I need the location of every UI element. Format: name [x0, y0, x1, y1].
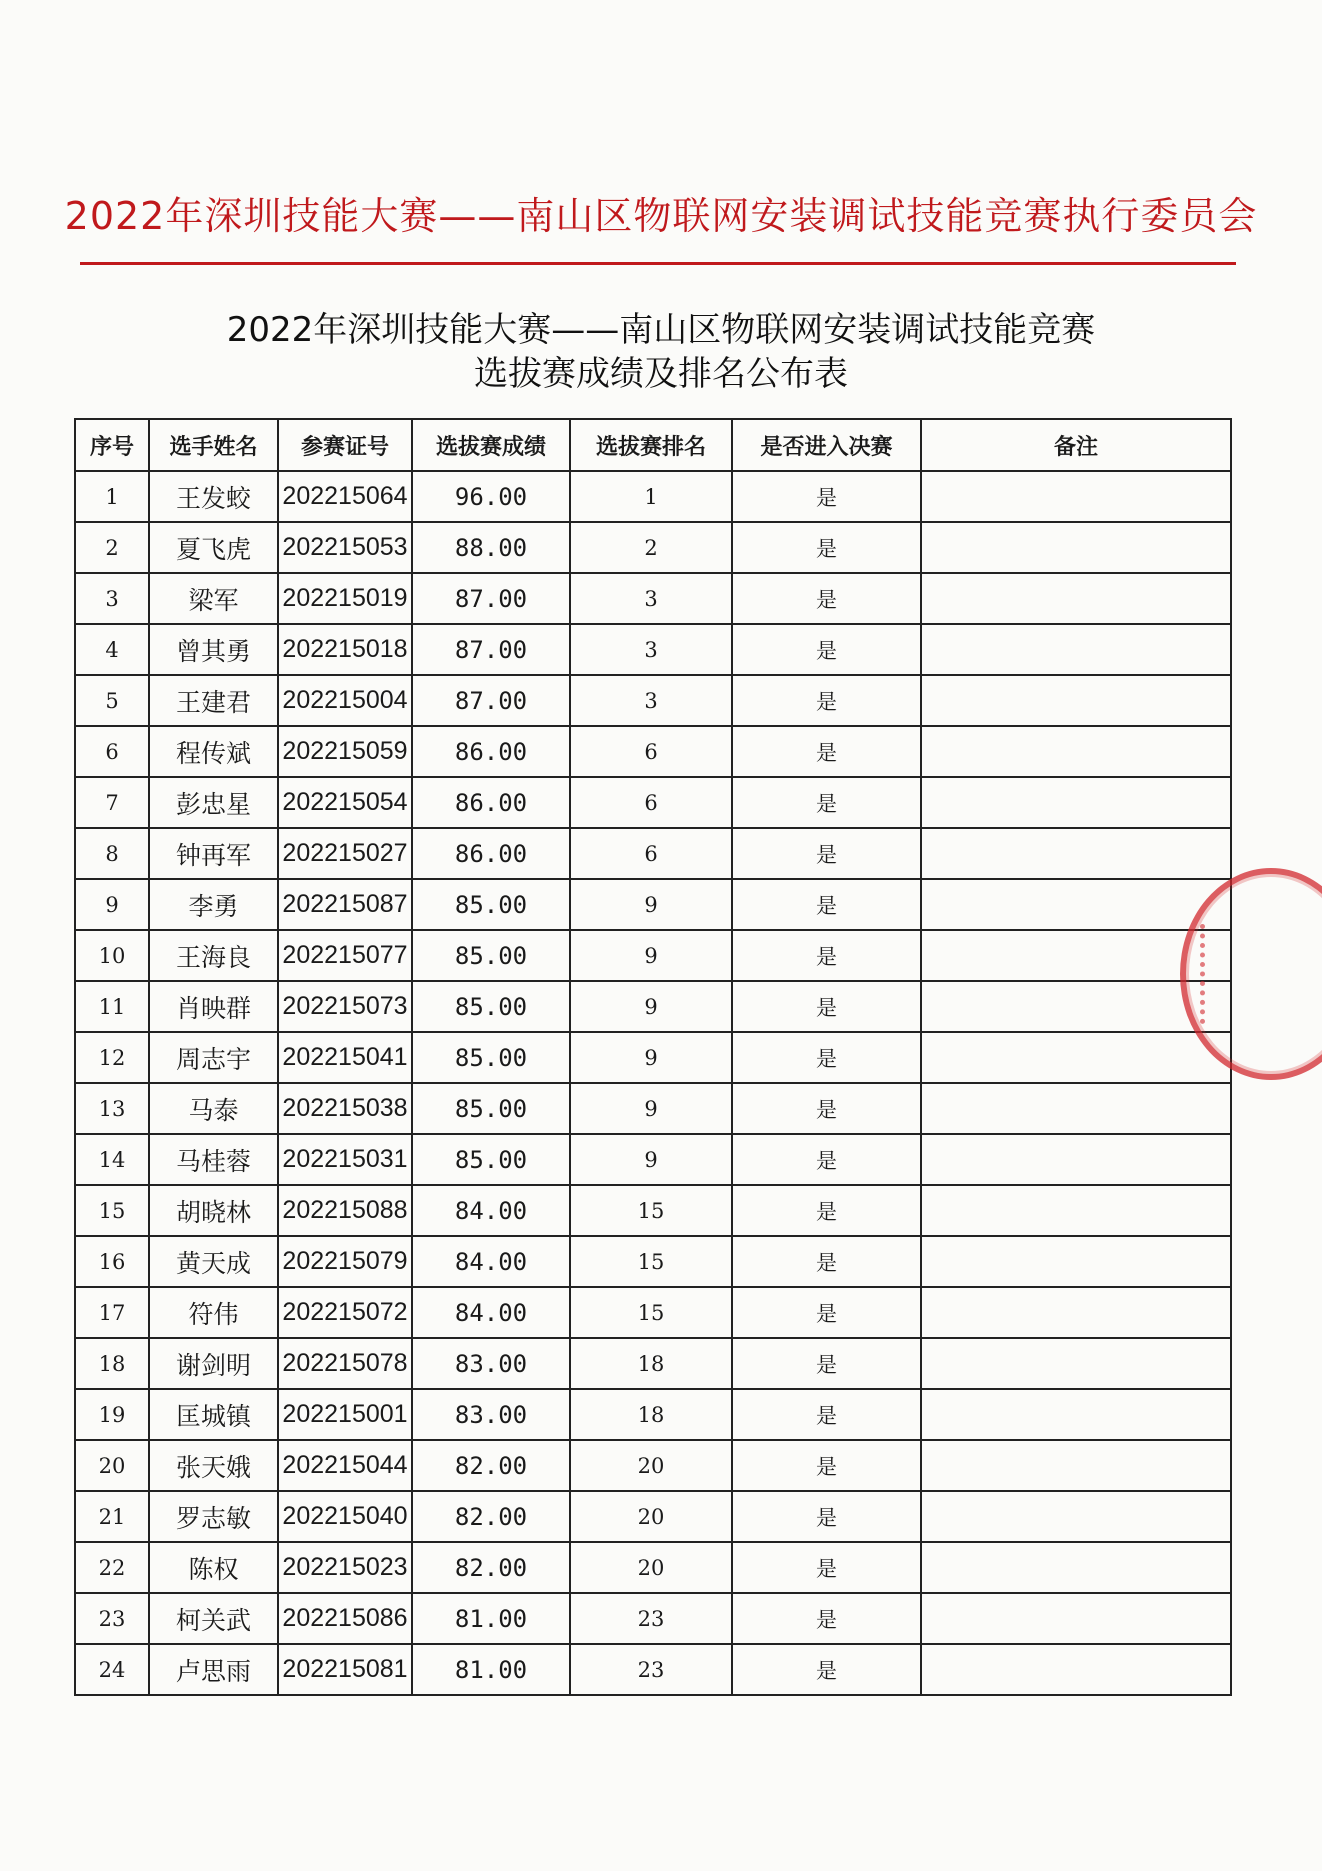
- cell-rank: 9: [570, 981, 732, 1032]
- cell-cert-id: 202215038: [278, 1083, 412, 1134]
- table-row: [75, 828, 1231, 879]
- cell-index: 10: [75, 930, 149, 981]
- table-row: [75, 879, 1231, 930]
- cell-remarks: [921, 879, 1231, 930]
- cell-finalist: 是: [732, 828, 921, 879]
- cell-remarks: [921, 777, 1231, 828]
- cell-finalist: 是: [732, 471, 921, 522]
- cell-score: 81.00: [412, 1593, 570, 1644]
- table-row: [75, 930, 1231, 981]
- cell-rank: 20: [570, 1542, 732, 1593]
- cell-rank: 6: [570, 726, 732, 777]
- cell-index: 15: [75, 1185, 149, 1236]
- cell-score: 96.00: [412, 471, 570, 522]
- cell-rank: 15: [570, 1185, 732, 1236]
- cell-index: 20: [75, 1440, 149, 1491]
- cell-rank: 18: [570, 1338, 732, 1389]
- table-row: [75, 726, 1231, 777]
- cell-score: 82.00: [412, 1542, 570, 1593]
- cell-index: 17: [75, 1287, 149, 1338]
- table-row: [75, 1389, 1231, 1440]
- cell-remarks: [921, 675, 1231, 726]
- cell-finalist: 是: [732, 726, 921, 777]
- table-row: [75, 1287, 1231, 1338]
- cell-score: 83.00: [412, 1389, 570, 1440]
- table-row: [75, 1134, 1231, 1185]
- cell-score: 86.00: [412, 777, 570, 828]
- cell-name: 王发蛟: [149, 471, 278, 522]
- cell-finalist: 是: [732, 1440, 921, 1491]
- cell-cert-id: 202215077: [278, 930, 412, 981]
- cell-index: 14: [75, 1134, 149, 1185]
- cell-score: 88.00: [412, 522, 570, 573]
- cell-name: 周志宇: [149, 1032, 278, 1083]
- cell-index: 21: [75, 1491, 149, 1542]
- cell-remarks: [921, 624, 1231, 675]
- cell-score: 85.00: [412, 879, 570, 930]
- table-row: [75, 1032, 1231, 1083]
- cell-finalist: 是: [732, 1389, 921, 1440]
- cell-name: 匡城镇: [149, 1389, 278, 1440]
- cell-index: 24: [75, 1644, 149, 1695]
- cell-remarks: [921, 1236, 1231, 1287]
- cell-cert-id: 202215041: [278, 1032, 412, 1083]
- cell-remarks: [921, 726, 1231, 777]
- cell-rank: 23: [570, 1644, 732, 1695]
- cell-remarks: [921, 1542, 1231, 1593]
- cell-remarks: [921, 522, 1231, 573]
- cell-index: 4: [75, 624, 149, 675]
- cell-remarks: [921, 1083, 1231, 1134]
- cell-cert-id: 202215044: [278, 1440, 412, 1491]
- cell-finalist: 是: [732, 1593, 921, 1644]
- table-row: [75, 1185, 1231, 1236]
- cell-remarks: [921, 471, 1231, 522]
- cell-score: 86.00: [412, 828, 570, 879]
- cell-finalist: 是: [732, 1032, 921, 1083]
- col-header-name: 选手姓名: [149, 419, 278, 471]
- cell-score: 86.00: [412, 726, 570, 777]
- cell-cert-id: 202215018: [278, 624, 412, 675]
- cell-cert-id: 202215023: [278, 1542, 412, 1593]
- cell-remarks: [921, 1185, 1231, 1236]
- cell-index: 22: [75, 1542, 149, 1593]
- cell-rank: 3: [570, 573, 732, 624]
- doc-title-line2: 选拔赛成绩及排名公布表: [474, 354, 848, 394]
- cell-rank: 3: [570, 624, 732, 675]
- cell-name: 张天娥: [149, 1440, 278, 1491]
- table-row: [75, 981, 1231, 1032]
- cell-name: 肖映群: [149, 981, 278, 1032]
- col-header-remarks: 备注: [921, 419, 1231, 471]
- table-row: [75, 1440, 1231, 1491]
- cell-rank: 6: [570, 777, 732, 828]
- col-header-rank: 选拔赛排名: [570, 419, 732, 471]
- table-row: [75, 1491, 1231, 1542]
- cell-score: 82.00: [412, 1491, 570, 1542]
- cell-cert-id: 202215059: [278, 726, 412, 777]
- cell-rank: 15: [570, 1236, 732, 1287]
- cell-finalist: 是: [732, 981, 921, 1032]
- cell-name: 彭忠星: [149, 777, 278, 828]
- cell-rank: 15: [570, 1287, 732, 1338]
- cell-name: 卢思雨: [149, 1644, 278, 1695]
- cell-name: 梁军: [149, 573, 278, 624]
- cell-cert-id: 202215078: [278, 1338, 412, 1389]
- cell-finalist: 是: [732, 1542, 921, 1593]
- cell-cert-id: 202215087: [278, 879, 412, 930]
- col-header-index: 序号: [75, 419, 149, 471]
- cell-rank: 20: [570, 1491, 732, 1542]
- col-header-cert-id: 参赛证号: [278, 419, 412, 471]
- table-row: [75, 1593, 1231, 1644]
- cell-rank: 20: [570, 1440, 732, 1491]
- table-row: [75, 624, 1231, 675]
- cell-remarks: [921, 1593, 1231, 1644]
- cell-index: 8: [75, 828, 149, 879]
- cell-rank: 9: [570, 879, 732, 930]
- cell-finalist: 是: [732, 777, 921, 828]
- doc-title-line1: 2022年深圳技能大赛——南山区物联网安装调试技能竞赛: [226, 310, 1096, 350]
- cell-index: 6: [75, 726, 149, 777]
- cell-index: 5: [75, 675, 149, 726]
- cell-remarks: [921, 573, 1231, 624]
- cell-index: 13: [75, 1083, 149, 1134]
- table-row: [75, 1338, 1231, 1389]
- cell-score: 83.00: [412, 1338, 570, 1389]
- cell-rank: 9: [570, 1032, 732, 1083]
- cell-remarks: [921, 1440, 1231, 1491]
- cell-cert-id: 202215064: [278, 471, 412, 522]
- cell-cert-id: 202215086: [278, 1593, 412, 1644]
- cell-finalist: 是: [732, 675, 921, 726]
- cell-name: 程传斌: [149, 726, 278, 777]
- cell-index: 1: [75, 471, 149, 522]
- cell-score: 81.00: [412, 1644, 570, 1695]
- cell-index: 11: [75, 981, 149, 1032]
- cell-name: 曾其勇: [149, 624, 278, 675]
- cell-finalist: 是: [732, 879, 921, 930]
- cell-name: 钟再军: [149, 828, 278, 879]
- cell-name: 陈权: [149, 1542, 278, 1593]
- cell-score: 85.00: [412, 1032, 570, 1083]
- cell-index: 19: [75, 1389, 149, 1440]
- cell-rank: 1: [570, 471, 732, 522]
- cell-finalist: 是: [732, 522, 921, 573]
- cell-finalist: 是: [732, 1134, 921, 1185]
- table-body: [75, 471, 1231, 1695]
- cell-cert-id: 202215079: [278, 1236, 412, 1287]
- cell-name: 谢剑明: [149, 1338, 278, 1389]
- cell-cert-id: 202215088: [278, 1185, 412, 1236]
- cell-cert-id: 202215001: [278, 1389, 412, 1440]
- cell-cert-id: 202215027: [278, 828, 412, 879]
- cell-score: 84.00: [412, 1236, 570, 1287]
- cell-name: 王海良: [149, 930, 278, 981]
- cell-cert-id: 202215004: [278, 675, 412, 726]
- cell-score: 85.00: [412, 930, 570, 981]
- table-row: [75, 1236, 1231, 1287]
- cell-name: 马桂蓉: [149, 1134, 278, 1185]
- cell-finalist: 是: [732, 1287, 921, 1338]
- cell-rank: 3: [570, 675, 732, 726]
- cell-finalist: 是: [732, 1338, 921, 1389]
- table-row: [75, 1644, 1231, 1695]
- cell-score: 85.00: [412, 981, 570, 1032]
- cell-index: 2: [75, 522, 149, 573]
- cell-finalist: 是: [732, 624, 921, 675]
- letterhead-divider: [80, 262, 1236, 265]
- cell-remarks: [921, 1338, 1231, 1389]
- cell-finalist: 是: [732, 573, 921, 624]
- cell-finalist: 是: [732, 1491, 921, 1542]
- cell-finalist: 是: [732, 1236, 921, 1287]
- cell-score: 85.00: [412, 1134, 570, 1185]
- cell-score: 87.00: [412, 675, 570, 726]
- cell-score: 84.00: [412, 1185, 570, 1236]
- cell-cert-id: 202215053: [278, 522, 412, 573]
- cell-finalist: 是: [732, 1083, 921, 1134]
- cell-name: 符伟: [149, 1287, 278, 1338]
- cell-index: 16: [75, 1236, 149, 1287]
- table-row: [75, 1542, 1231, 1593]
- cell-cert-id: 202215073: [278, 981, 412, 1032]
- cell-index: 18: [75, 1338, 149, 1389]
- cell-index: 23: [75, 1593, 149, 1644]
- cell-cert-id: 202215019: [278, 573, 412, 624]
- cell-name: 李勇: [149, 879, 278, 930]
- cell-name: 黄天成: [149, 1236, 278, 1287]
- cell-name: 夏飞虎: [149, 522, 278, 573]
- cell-cert-id: 202215081: [278, 1644, 412, 1695]
- cell-remarks: [921, 1389, 1231, 1440]
- cell-score: 85.00: [412, 1083, 570, 1134]
- cell-rank: 2: [570, 522, 732, 573]
- cell-name: 马泰: [149, 1083, 278, 1134]
- cell-name: 罗志敏: [149, 1491, 278, 1542]
- table-header-row: [75, 419, 1231, 471]
- cell-cert-id: 202215054: [278, 777, 412, 828]
- cell-finalist: 是: [732, 930, 921, 981]
- cell-cert-id: 202215040: [278, 1491, 412, 1542]
- table-row: [75, 675, 1231, 726]
- results-table: [74, 418, 1232, 1696]
- table-row: [75, 471, 1231, 522]
- table-row: [75, 1083, 1231, 1134]
- cell-name: 王建君: [149, 675, 278, 726]
- cell-remarks: [921, 1032, 1231, 1083]
- cell-rank: 9: [570, 1134, 732, 1185]
- letterhead-org: 2022年深圳技能大赛——南山区物联网安装调试技能竞赛执行委员会: [64, 194, 1258, 238]
- cell-cert-id: 202215072: [278, 1287, 412, 1338]
- cell-rank: 6: [570, 828, 732, 879]
- cell-score: 87.00: [412, 573, 570, 624]
- cell-rank: 23: [570, 1593, 732, 1644]
- cell-name: 柯关武: [149, 1593, 278, 1644]
- cell-index: 7: [75, 777, 149, 828]
- col-header-finalist: 是否进入决赛: [732, 419, 921, 471]
- cell-remarks: [921, 1287, 1231, 1338]
- cell-rank: 9: [570, 930, 732, 981]
- cell-index: 9: [75, 879, 149, 930]
- cell-score: 82.00: [412, 1440, 570, 1491]
- cell-index: 3: [75, 573, 149, 624]
- cell-score: 87.00: [412, 624, 570, 675]
- table-row: [75, 522, 1231, 573]
- cell-remarks: [921, 1491, 1231, 1542]
- table-row: [75, 777, 1231, 828]
- cell-finalist: 是: [732, 1185, 921, 1236]
- cell-remarks: [921, 828, 1231, 879]
- cell-name: 胡晓林: [149, 1185, 278, 1236]
- cell-remarks: [921, 1644, 1231, 1695]
- seal-inner-ring: [1200, 924, 1255, 1024]
- cell-index: 12: [75, 1032, 149, 1083]
- cell-finalist: 是: [732, 1644, 921, 1695]
- table-row: [75, 573, 1231, 624]
- cell-remarks: [921, 1134, 1231, 1185]
- cell-rank: 9: [570, 1083, 732, 1134]
- col-header-score: 选拔赛成绩: [412, 419, 570, 471]
- cell-cert-id: 202215031: [278, 1134, 412, 1185]
- cell-rank: 18: [570, 1389, 732, 1440]
- cell-score: 84.00: [412, 1287, 570, 1338]
